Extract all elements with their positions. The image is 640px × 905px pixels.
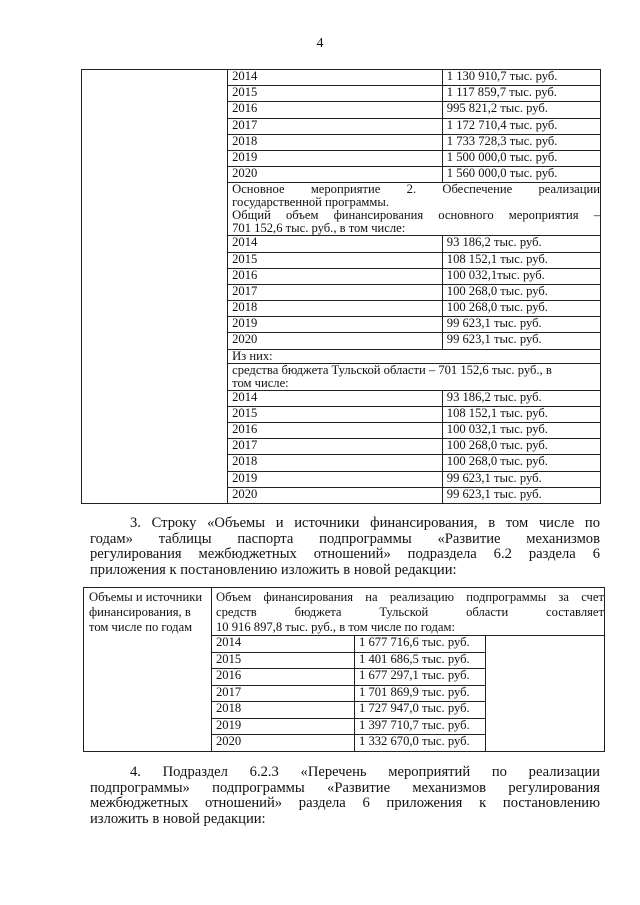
- amount-cell: 1 701 869,9 тыс. руб.: [355, 685, 486, 702]
- paragraph-4: [90, 765, 600, 827]
- year-cell: 2017: [228, 118, 443, 134]
- amount-cell: 99 623,1 тыс. руб.: [442, 333, 600, 349]
- p4-line1: 4. Подраздел 6.2.3 «Перечень мероприятий по реализации: [130, 764, 600, 780]
- spacer-cell: [486, 735, 605, 752]
- amount-cell: 1 733 728,3 тыс. руб.: [442, 134, 600, 150]
- spacer-cell: [486, 685, 605, 702]
- text-line: 10 916 897,8 тыс. руб., в том числе по годам:: [216, 620, 455, 634]
- amount-cell: 1 397 710,7 тыс. руб.: [355, 718, 486, 735]
- p3-line1: 3. Строку «Объемы и источники финансирования, в том числе по: [130, 515, 600, 531]
- year-cell: 2014: [212, 636, 355, 653]
- amount-cell: 100 268,0 тыс. руб.: [442, 284, 600, 300]
- year-cell: 2017: [212, 685, 355, 702]
- spacer-cell: [486, 702, 605, 719]
- year-cell: 2019: [228, 471, 443, 487]
- year-cell: 2016: [228, 268, 443, 284]
- amount-cell: 99 623,1 тыс. руб.: [442, 317, 600, 333]
- year-cell: 2019: [228, 317, 443, 333]
- year-cell: 2015: [228, 406, 443, 422]
- year-cell: 2020: [228, 487, 443, 503]
- amount-cell: 1 677 716,6 тыс. руб.: [355, 636, 486, 653]
- amount-cell: 1 401 686,5 тыс. руб.: [355, 652, 486, 669]
- table-row: [82, 70, 601, 86]
- year-cell: 2016: [228, 423, 443, 439]
- year-cell: 2016: [228, 102, 443, 118]
- amount-cell: 1 172 710,4 тыс. руб.: [442, 118, 600, 134]
- spacer-cell: [486, 652, 605, 669]
- year-cell: 2016: [212, 669, 355, 686]
- year-cell: 2017: [228, 284, 443, 300]
- of-them-label: [228, 349, 601, 363]
- empty-left-column: [82, 70, 228, 504]
- amount-cell: 1 677 297,1 тыс. руб.: [355, 669, 486, 686]
- amount-cell: 108 152,1 тыс. руб.: [442, 406, 600, 422]
- text-line: средств бюджета Тульской области составляет: [216, 605, 604, 619]
- text-line: 701 152,6 тыс. руб., в том числе:: [232, 221, 406, 236]
- text-line: Общий объем финансирования основного мероприятия –: [232, 208, 600, 223]
- amount-cell: 100 032,1тыс. руб.: [442, 268, 600, 284]
- amount-cell: 100 268,0 тыс. руб.: [442, 455, 600, 471]
- amount-cell: 1 117 859,7 тыс. руб.: [442, 86, 600, 102]
- text-line: государственной программы.: [232, 195, 389, 210]
- funding-summary-cell: [212, 588, 605, 636]
- year-cell: 2018: [228, 301, 443, 317]
- year-cell: 2015: [212, 652, 355, 669]
- amount-cell: 995 821,2 тыс. руб.: [442, 102, 600, 118]
- text-line: том числе:: [232, 375, 289, 390]
- text-line: Объем финансирования на реализацию подпрограммы за счет: [216, 590, 604, 604]
- year-cell: 2015: [228, 252, 443, 268]
- passport-funding-table: [83, 587, 605, 752]
- year-cell: 2020: [228, 333, 443, 349]
- p3-line3: регулирования межбюджетных отношений» подраздела 6.2 раздела 6: [90, 546, 600, 562]
- spacer-cell: [486, 669, 605, 686]
- amount-cell: 93 186,2 тыс. руб.: [442, 390, 600, 406]
- p3-line4: приложения к постановлению изложить в новой редакции:: [90, 561, 457, 578]
- year-cell: 2014: [228, 390, 443, 406]
- regional-budget-description: [228, 363, 601, 390]
- amount-cell: 1 560 000,0 тыс. руб.: [442, 167, 600, 183]
- year-cell: 2019: [228, 150, 443, 166]
- p4-line3: межбюджетных отношений» раздела 6 приложения к постановлению: [90, 795, 600, 811]
- year-cell: 2017: [228, 439, 443, 455]
- amount-cell: 1 332 670,0 тыс. руб.: [355, 735, 486, 752]
- year-cell: 2020: [212, 735, 355, 752]
- spacer-cell: [486, 636, 605, 653]
- text-line: Основное мероприятие 2. Обеспечение реализации: [232, 182, 600, 197]
- amount-cell: 1 500 000,0 тыс. руб.: [442, 150, 600, 166]
- spacer-cell: [486, 718, 605, 735]
- amount-cell: 100 268,0 тыс. руб.: [442, 439, 600, 455]
- p4-line4: изложить в новой редакции:: [90, 810, 266, 827]
- amount-cell: 1 727 947,0 тыс. руб.: [355, 702, 486, 719]
- year-cell: 2014: [228, 236, 443, 252]
- amount-cell: 108 152,1 тыс. руб.: [442, 252, 600, 268]
- paragraph-3: [90, 516, 600, 578]
- amount-cell: 99 623,1 тыс. руб.: [442, 487, 600, 503]
- p3-line2: годам» таблицы паспорта подпрограммы «Развитие механизмов: [90, 530, 600, 547]
- page-number: 4: [316, 36, 324, 51]
- funding-table-continued: [81, 69, 601, 504]
- year-cell: 2018: [228, 455, 443, 471]
- amount-cell: 93 186,2 тыс. руб.: [442, 236, 600, 252]
- measure-2-description: [228, 183, 601, 236]
- year-cell: 2018: [212, 702, 355, 719]
- year-cell: 2015: [228, 86, 443, 102]
- year-cell: 2018: [228, 134, 443, 150]
- amount-cell: 100 032,1 тыс. руб.: [442, 423, 600, 439]
- amount-cell: 99 623,1 тыс. руб.: [442, 471, 600, 487]
- year-cell: 2014: [228, 70, 443, 86]
- year-cell: 2020: [228, 167, 443, 183]
- table-header-row: [84, 588, 605, 636]
- amount-cell: 100 268,0 тыс. руб.: [442, 301, 600, 317]
- year-cell: 2019: [212, 718, 355, 735]
- funding-label-cell: Объемы и источники финансирования, в том числе по годам: [84, 588, 212, 752]
- amount-cell: 1 130 910,7 тыс. руб.: [442, 70, 600, 86]
- text-line: средства бюджета Тульской области – 701 152,6 тыс. руб., в: [232, 363, 552, 377]
- text-line: Из них:: [232, 349, 273, 363]
- p4-line2: подпрограммы» подпрограммы «Развитие механизмов регулирования: [90, 779, 600, 796]
